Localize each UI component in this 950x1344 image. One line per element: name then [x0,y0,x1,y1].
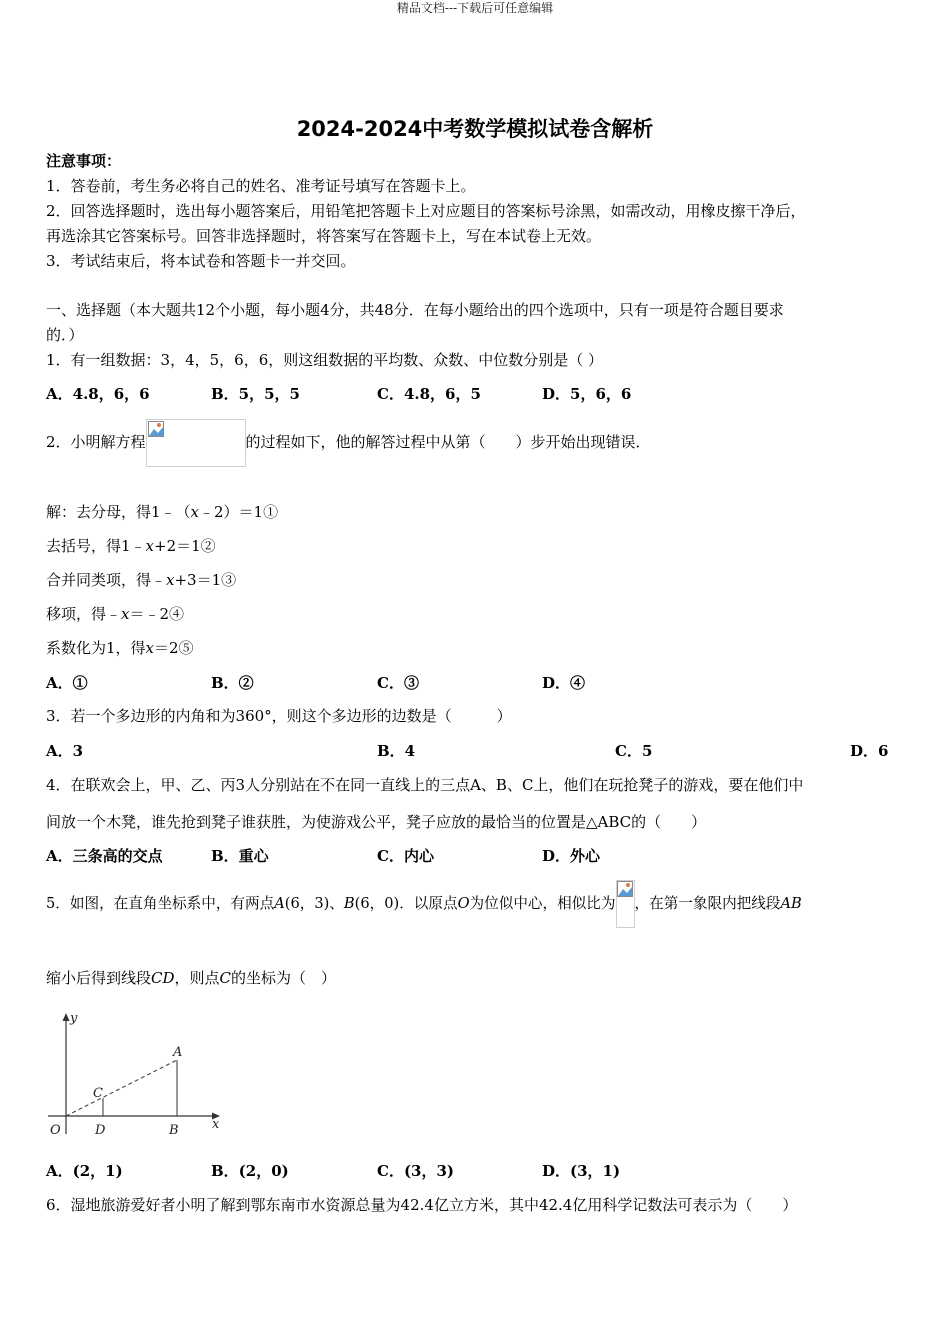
label-x: x [212,1117,220,1132]
q2-option-a[interactable]: A．① [46,674,88,692]
q2-step-5: 系数化为1，得x＝2⑤ [46,639,194,657]
q3-option-d[interactable]: D．6 [850,742,889,760]
q2-option-c[interactable]: C．③ [377,674,419,692]
page-header: 精品文档---下载后可任意编辑 [396,1,554,15]
question-4-stem-cont: 间放一个木凳，谁先抢到凳子谁获胜，为使游戏公平，凳子应放的最恰当的位置是△ABC的（ ） [46,813,707,831]
question-6-stem: 6．湿地旅游爱好者小明了解到鄂东南市水资源总量为42.4亿立方米，其中42.4亿用科学记数法可表示为（ ） [46,1196,798,1214]
label-a: A [173,1045,183,1060]
q2-step-1: 解：去分母，得1﹣（x﹣2）＝1① [46,503,279,521]
label-c: C [93,1086,103,1101]
label-d: D [95,1123,106,1138]
label-o: O [50,1123,61,1138]
notice-item: 3．考试结束后，将本试卷和答题卡一并交回。 [46,252,356,270]
notice-heading: 注意事项： [46,152,122,170]
q5-option-b[interactable]: B．(2，0) [211,1162,289,1180]
question-4-stem: 4．在联欢会上，甲、乙、丙3人分别站在不在同一直线上的三点A、B、C上，他们在玩抢凳子的游戏，要在他们中 [46,776,804,794]
equation-image-placeholder [146,419,246,467]
q3-option-c[interactable]: C．5 [615,742,653,760]
q2-option-b[interactable]: B．② [211,674,254,692]
broken-image-icon [148,421,164,437]
notice-item: 1．答卷前，考生务必将自己的姓名、准考证号填写在答题卡上。 [46,177,476,195]
question-5-stem: 5．如图，在直角坐标系中，有两点A(6，3)、B(6，0)．以原点O为位似中心，相似比为 ，在第一象限内把线段AB [46,880,802,928]
ratio-image-placeholder [616,880,635,928]
broken-image-icon [617,881,633,897]
coordinate-figure [44,1008,224,1140]
notice-item: 2．回答选择题时，选出每小题答案后，用铅笔把答题卡上对应题目的答案标号涂黑，如需改动，用橡皮擦干净后， [46,202,806,220]
q5-option-d[interactable]: D．(3，1) [542,1162,621,1180]
q3-option-b[interactable]: B．4 [377,742,416,760]
section-heading-cont: 的．） [46,326,84,344]
q4-option-b[interactable]: B．重心 [211,847,269,865]
q4-option-a[interactable]: A．三条高的交点 [46,847,163,865]
question-2-stem [46,418,651,467]
q1-option-a[interactable]: A．4.8，6，6 [46,385,150,403]
y-axis-arrow-icon [63,1013,70,1021]
label-y: y [70,1011,78,1026]
q5-option-a[interactable]: A．(2，1) [46,1162,123,1180]
q1-option-c[interactable]: C．4.8，6，5 [377,385,481,403]
q2-step-4: 移项，得﹣x＝﹣2④ [46,605,185,623]
q4-option-d[interactable]: D．外心 [542,847,601,865]
section-heading: 一、选择题（本大题共12个小题，每小题4分，共48分．在每小题给出的四个选项中，只有一项是符合题目要求 [46,301,784,319]
q1-option-b[interactable]: B．5，5，5 [211,385,300,403]
question-1-stem: 1．有一组数据：3，4，5，6，6，则这组数据的平均数、众数、中位数分别是（ ） [46,351,604,369]
q2-stem-after: 的过程如下，他的解答过程中从第（ ）步开始出现错误． [245,433,651,451]
notice-item: 再选涂其它答案标号。回答非选择题时，将答案写在答题卡上，写在本试卷上无效。 [46,227,602,245]
q2-step-3: 合并同类项，得﹣x+3＝1③ [46,571,237,589]
segment-oa [66,1060,177,1116]
label-b: B [169,1123,179,1138]
q2-option-d[interactable]: D．④ [542,674,586,692]
q5-option-c[interactable]: C．(3，3) [377,1162,455,1180]
q2-step-2: 去括号，得1﹣x+2＝1② [46,537,216,555]
q2-stem-before: 2．小明解方程 [46,433,146,451]
question-5-stem-cont: 缩小后得到线段CD，则点C的坐标为（ ） [46,969,337,987]
q3-option-a[interactable]: A．3 [46,742,84,760]
q4-option-c[interactable]: C．内心 [377,847,434,865]
q1-option-d[interactable]: D．5，6，6 [542,385,632,403]
question-3-stem: 3．若一个多边形的内角和为360°，则这个多边形的边数是（ ） [46,707,512,725]
page-title: 2024-2024中考数学模拟试卷含解析 [296,117,654,141]
